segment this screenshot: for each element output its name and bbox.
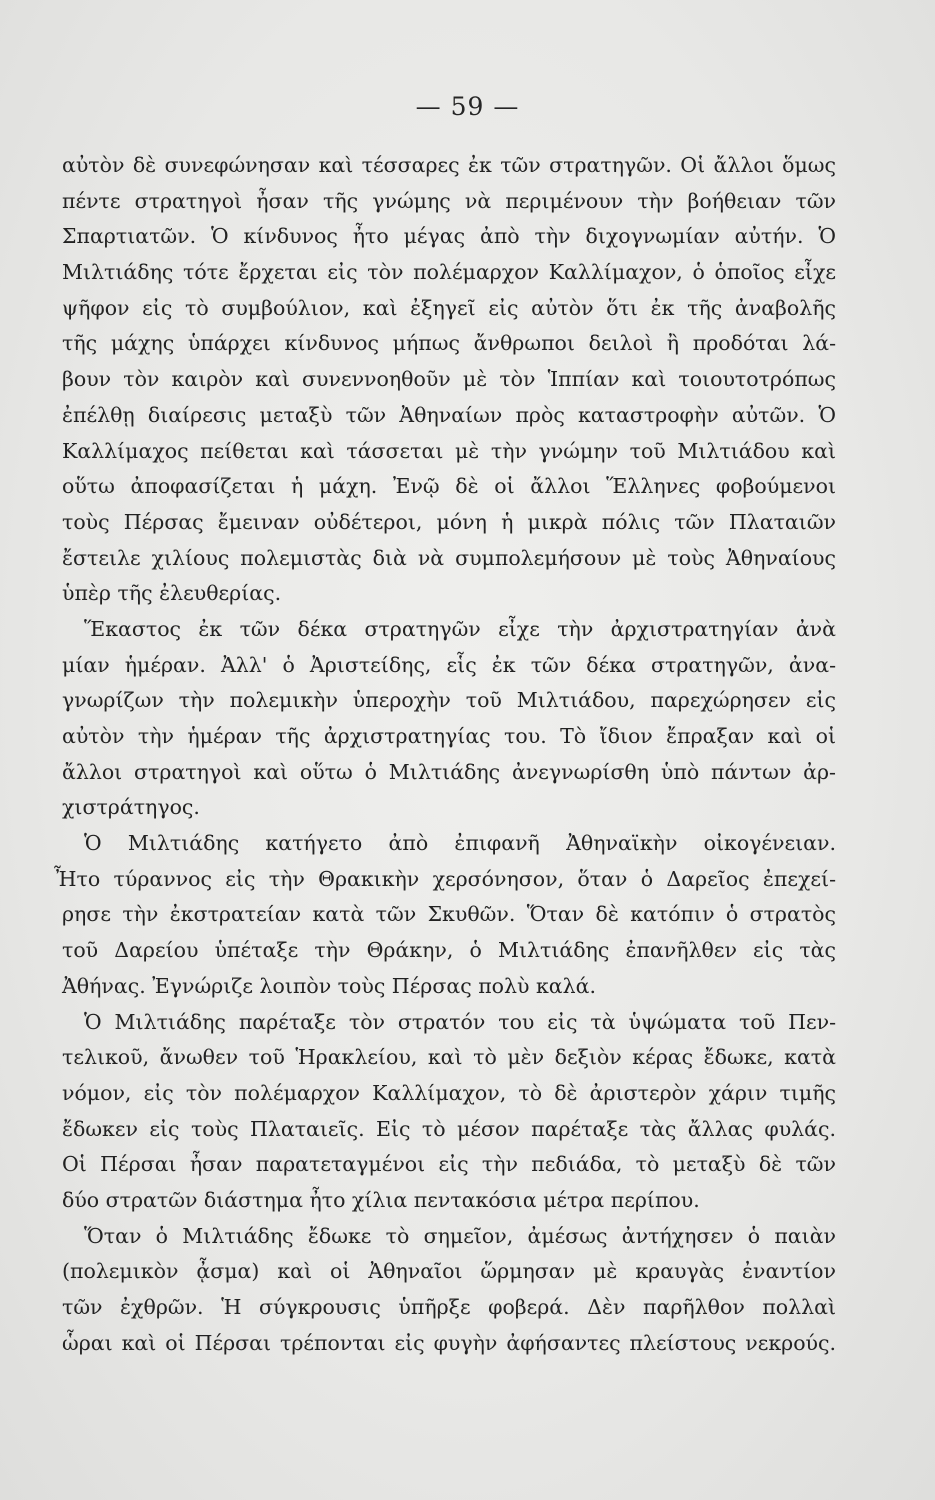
text-line: Μιλτιάδης τότε ἔρχεται εἰς τὸν πολέμαρχον Καλλίμαχον, ὁ ὁποῖος εἶχε	[62, 260, 836, 285]
text-line: ἐπέλθῃ διαίρεσις μεταξὺ τῶν Ἀθηναίων πρὸς καταστροφὴν αὐτῶν. Ὁ	[62, 402, 836, 427]
text-line: ψῆφον εἰς τὸ συμβούλιον, καὶ ἐξηγεῖ εἰς αὐτὸν ὅτι ἐκ τῆς ἀναβολῆς	[62, 295, 836, 320]
text-line: (πολεμικὸν ᾆσμα) καὶ οἱ Ἀθηναῖοι ὥρμησαν μὲ κραυγὰς ἐναντίον	[62, 1259, 836, 1284]
text-line: ἄλλοι στρατηγοὶ καὶ οὕτω ὁ Μιλτιάδης ἀνεγνωρίσθη ὑπὸ πάντων ἀρ-	[62, 759, 836, 784]
text-line: Ὁ Μιλτιάδης κατήγετο ἀπὸ ἐπιφανῆ Ἀθηναϊκὴν οἰκογένειαν.	[84, 831, 836, 856]
text-line: χιστράτηγος.	[62, 795, 200, 820]
text-line: αὐτὸν δὲ συνεφώνησαν καὶ τέσσαρες ἐκ τῶν στρατηγῶν. Οἱ ἄλλοι ὅμως	[62, 153, 836, 177]
text-line: Ὁ Μιλτιάδης παρέταξε τὸν στρατόν του εἰς τὰ ὑψώματα τοῦ Πεν-	[84, 1009, 836, 1034]
text-line: τῆς μάχης ὑπάρχει κίνδυνος μήπως ἄνθρωποι δειλοὶ ἢ προδόται λά-	[62, 331, 836, 356]
text-line: τελικοῦ, ἄνωθεν τοῦ Ἡρακλείου, καὶ τὸ μὲν δεξιὸν κέρας ἔδωκε, κατὰ	[62, 1045, 836, 1070]
text-line: Σπαρτιατῶν. Ὁ κίνδυνος ἦτο μέγας ἀπὸ τὴν διχογνωμίαν αὐτήν. Ὁ	[62, 224, 836, 249]
text-line: ρησε τὴν ἐκστρατείαν κατὰ τῶν Σκυθῶν. Ὅταν δὲ κατόπιν ὁ στρατὸς	[62, 902, 836, 927]
text-line: τῶν ἐχθρῶν. Ἡ σύγκρουσις ὑπῆρξε φοβερά. Δὲν παρῆλθον πολλαὶ	[62, 1295, 836, 1319]
body-text	[54, 148, 836, 1361]
text-line: Ἀθήνας. Ἐγνώριζε λοιπὸν τοὺς Πέρσας πολὺ καλά.	[62, 973, 596, 998]
text-line: τοὺς Πέρσας ἔμειναν οὐδέτεροι, μόνη ἡ μικρὰ πόλις τῶν Πλαταιῶν	[62, 509, 836, 534]
text-line: δύο στρατῶν διάστημα ἦτο χίλια πεντακόσια μέτρα περίπου.	[62, 1187, 700, 1212]
text-line: αὐτὸν τὴν ἡμέραν τῆς ἀρχιστρατηγίας του. Τὸ ἴδιον ἔπραξαν καὶ οἱ	[62, 724, 836, 748]
text-line: ὑπὲρ τῆς ἐλευθερίας.	[62, 581, 282, 606]
text-line: Οἱ Πέρσαι ἦσαν παρατεταγμένοι εἰς τὴν πεδιάδα, τὸ μεταξὺ δὲ τῶν	[62, 1152, 836, 1177]
text-line: νόμον, εἰς τὸν πολέμαρχον Καλλίμαχον, τὸ δὲ ἀριστερὸν χάριν τιμῆς	[62, 1080, 836, 1105]
text-line: ἔστειλε χιλίους πολεμιστὰς διὰ νὰ συμπολεμήσουν μὲ τοὺς Ἀθηναίους	[62, 545, 836, 570]
text-line: ὧραι καὶ οἱ Πέρσαι τρέπονται εἰς φυγὴν ἀφήσαντες πλείστους νεκρούς.	[62, 1330, 836, 1355]
text-line: ἔδωκεν εἰς τοὺς Πλαταιεῖς. Εἰς τὸ μέσον παρέταξε τὰς ἄλλας φυλάς.	[62, 1116, 836, 1141]
text-line: Ὅταν ὁ Μιλτιάδης ἔδωκε τὸ σημεῖον, ἀμέσως ἀντήχησεν ὁ παιὰν	[84, 1223, 836, 1248]
text-line: γνωρίζων τὴν πολεμικὴν ὑπεροχὴν τοῦ Μιλτιάδου, παρεχώρησεν εἰς	[62, 688, 836, 713]
text-line: τοῦ Δαρείου ὑπέταξε τὴν Θράκην, ὁ Μιλτιάδης ἐπανῆλθεν εἰς τὰς	[62, 938, 836, 963]
page-number: — 59 —	[415, 92, 520, 121]
text-line: Ἦτο τύραννος εἰς τὴν Θρακικὴν χερσόνησον, ὅταν ὁ Δαρεῖος ἐπεχεί-	[54, 866, 836, 891]
text-line: μίαν ἡμέραν. Ἀλλ' ὁ Ἀριστείδης, εἷς ἐκ τῶν δέκα στρατηγῶν, ἀνα-	[62, 652, 836, 677]
text-line: Ἕκαστος ἐκ τῶν δέκα στρατηγῶν εἶχε τὴν ἀρχιστρατηγίαν ἀνὰ	[84, 616, 836, 641]
text-line: πέντε στρατηγοὶ ἦσαν τῆς γνώμης νὰ περιμένουν τὴν βοήθειαν τῶν	[62, 188, 836, 213]
text-line: βουν τὸν καιρὸν καὶ συνεννοηθοῦν μὲ τὸν Ἱππίαν καὶ τοιουτοτρόπως	[62, 367, 836, 392]
text-line: οὕτω ἀποφασίζεται ἡ μάχη. Ἐνῷ δὲ οἱ ἄλλοι Ἕλληνες φοβούμενοι	[62, 474, 836, 499]
text-line: Καλλίμαχος πείθεται καὶ τάσσεται μὲ τὴν γνώμην τοῦ Μιλτιάδου καὶ	[62, 438, 836, 463]
